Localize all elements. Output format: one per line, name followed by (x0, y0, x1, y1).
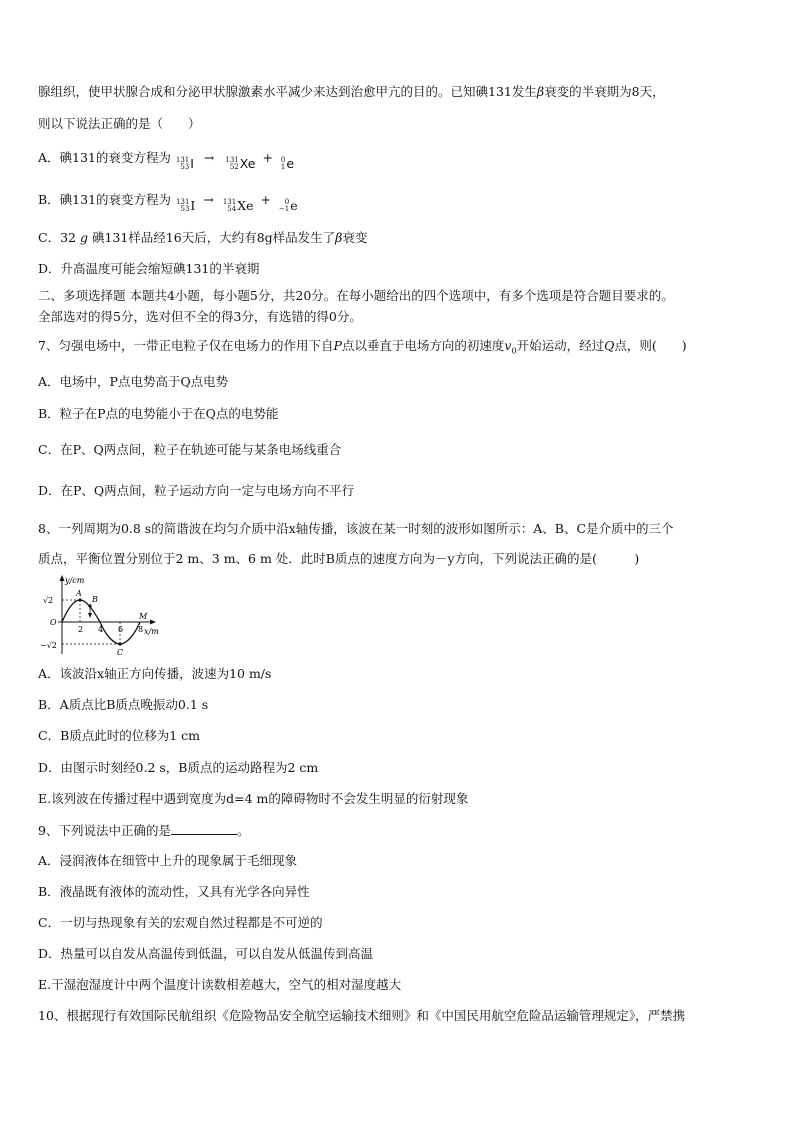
option-c (38, 230, 367, 246)
text-segment: 腺组织，使甲状腺合成和分泌甲状腺激素水平减少来达到治愈甲亢的目的。已知碘131发生 (38, 84, 537, 99)
text-segment: 9、下列说法中正确的是 (38, 823, 171, 838)
point-label: P (333, 338, 342, 353)
atomic-number: 53 (180, 163, 190, 171)
element-symbol: I (190, 156, 194, 171)
element-symbol: Xe (237, 198, 254, 213)
section-heading: 二、多项选择题 本题共4小题，每小题5分，共20分。在每小题给出的四个选项中，有多个选项是符合题目要求的。 (38, 288, 674, 303)
nuclide-xenon (224, 156, 255, 172)
option-e: E.干湿泡湿度计中两个温度计读数相差越大，空气的相对湿度越大 (38, 977, 402, 992)
y-axis-arrow-icon (60, 575, 65, 581)
point-c-label: C (117, 648, 124, 657)
question-9-stem (38, 822, 249, 839)
subscript: 0 (511, 346, 517, 356)
option-label: B．碘131的衰变方程为 (38, 192, 172, 207)
atomic-number: 1 (280, 163, 286, 171)
arrow-icon: → (203, 192, 214, 207)
question-8-stem: 8、一列周期为0.8 s的简谐波在均匀介质中沿x轴传播，该波在某一时刻的波形如图所示：A、B、C是介质中的三个 (38, 521, 674, 536)
text-segment: 点以垂直于电场方向的初速度 (341, 338, 505, 353)
point-a-label: A (76, 589, 82, 598)
text-segment: 衰变的半衰期为8天， (544, 84, 665, 99)
option-b: B．液晶既有液体的流动性，又具有光学各向异性 (38, 884, 310, 899)
option-d: D．由图示时刻经0.2 s，B质点的运动路程为2 cm (38, 760, 319, 775)
question-stem: 则以下说法正确的是（ ） (38, 116, 201, 131)
text-segment: 点，则( ) (614, 338, 687, 353)
point-label: Q (604, 338, 615, 353)
nuclide-iodine (175, 156, 194, 172)
mass-number: 131 (176, 198, 190, 206)
text-segment: 衰变 (342, 230, 368, 245)
answer-blank (171, 822, 237, 835)
element-symbol: Xe (239, 156, 256, 171)
atomic-number: 52 (229, 163, 239, 171)
element-symbol: e (286, 156, 295, 171)
x-tick-label: 6 (118, 625, 124, 634)
text-segment: 碘131样品经16天后，大约有8g样品发生了 (87, 230, 336, 245)
option-a: A．电场中，P点电势高于Q点电势 (38, 374, 229, 389)
arrow-icon: → (203, 150, 215, 165)
option-a: A．浸润液体在细管中上升的现象属于毛细现象 (38, 853, 298, 868)
option-b (38, 192, 298, 214)
element-symbol: I (190, 198, 196, 213)
text-segment: 7、匀强电场中，一带正电粒子仅在电场力的作用下自 (38, 338, 334, 353)
section-instructions: 全部选对的得5分，选对但不全的得3分，有选错的得0分。 (38, 309, 362, 324)
nuclide-electron (280, 156, 294, 172)
beta-symbol: β (536, 84, 545, 99)
option-d: D．升高温度可能会缩短碘131的半衰期 (38, 261, 260, 276)
mass-number: 131 (175, 156, 190, 164)
y-max-label: √2 (43, 596, 54, 605)
option-e: E.该列波在传播过程中遇到宽度为d=4 m的障碍物时不会发生明显的衍射现象 (38, 791, 469, 806)
option-c: C．在P、Q两点间，粒子在轨迹可能与某条电场线重合 (38, 442, 342, 457)
arrow-down-icon (88, 613, 92, 618)
nuclide-xenon (222, 198, 254, 214)
plus-sign: + (262, 150, 273, 165)
atomic-number: 53 (180, 205, 190, 213)
nuclide-iodine (175, 198, 195, 214)
y-min-label: −√2 (40, 641, 57, 650)
x-tick-label: 4 (98, 625, 104, 634)
nuclide-electron (278, 198, 298, 214)
atomic-number: 54 (227, 205, 237, 213)
x-axis-arrow-icon (150, 620, 156, 625)
origin-label: O (50, 618, 57, 627)
mass-number: 0 (280, 156, 286, 164)
velocity-symbol: v (504, 338, 512, 353)
mass-number: 131 (222, 198, 237, 206)
text-segment: 开始运动，经过 (516, 338, 605, 353)
point-m-label: M (139, 612, 148, 621)
option-c: C．B质点此时的位移为1 cm (38, 728, 201, 743)
point-b (88, 604, 91, 607)
text-segment: C．32 (38, 230, 80, 245)
plus-sign: + (260, 192, 271, 207)
question-10-stem: 10、根据现行有效国际民航组织《危险物品安全航空运输技术细则》和《中国民用航空危险品运输管理规定》，严禁携 (38, 1008, 686, 1023)
text-segment: 。 (236, 823, 250, 838)
point-b-label: B (92, 595, 98, 604)
option-a (38, 150, 294, 172)
option-a: A．该波沿x轴正方向传播，波速为10 m/s (38, 666, 272, 681)
option-c: C．一切与热现象有关的宏观自然过程都是不可逆的 (38, 915, 323, 930)
atomic-number: −1 (278, 205, 290, 213)
option-d: D．热量可以自发从高温传到低温，可以自发从低温传到高温 (38, 946, 374, 961)
option-label: A．碘131的衰变方程为 (38, 150, 171, 165)
option-d: D．在P、Q两点间，粒子运动方向一定与电场方向不平行 (38, 483, 355, 498)
element-symbol: e (290, 198, 298, 213)
option-b: B．A质点比B质点晚振动0.1 s (38, 697, 209, 712)
x-tick-label: 2 (78, 625, 84, 634)
unit-g: g (79, 230, 88, 245)
option-b: B．粒子在P点的电势能小于在Q点的电势能 (38, 406, 279, 421)
x-axis-label: x/m (144, 627, 159, 636)
mass-number: 0 (284, 198, 290, 206)
wave-graph (40, 574, 190, 658)
y-axis-label: y/cm (65, 576, 85, 585)
mass-number: 131 (225, 156, 239, 164)
question-7-stem (38, 338, 687, 360)
point-c (118, 642, 121, 645)
beta-symbol: β (335, 230, 343, 245)
text-line (38, 84, 665, 100)
question-8-stem-cont: 质点，平衡位置分别位于2 m、3 m、6 m 处．此时B质点的速度方向为－y方向，下列说法正确的是( ) (38, 551, 640, 566)
point-a (78, 598, 81, 601)
x-tick-label: 8 (138, 625, 144, 634)
